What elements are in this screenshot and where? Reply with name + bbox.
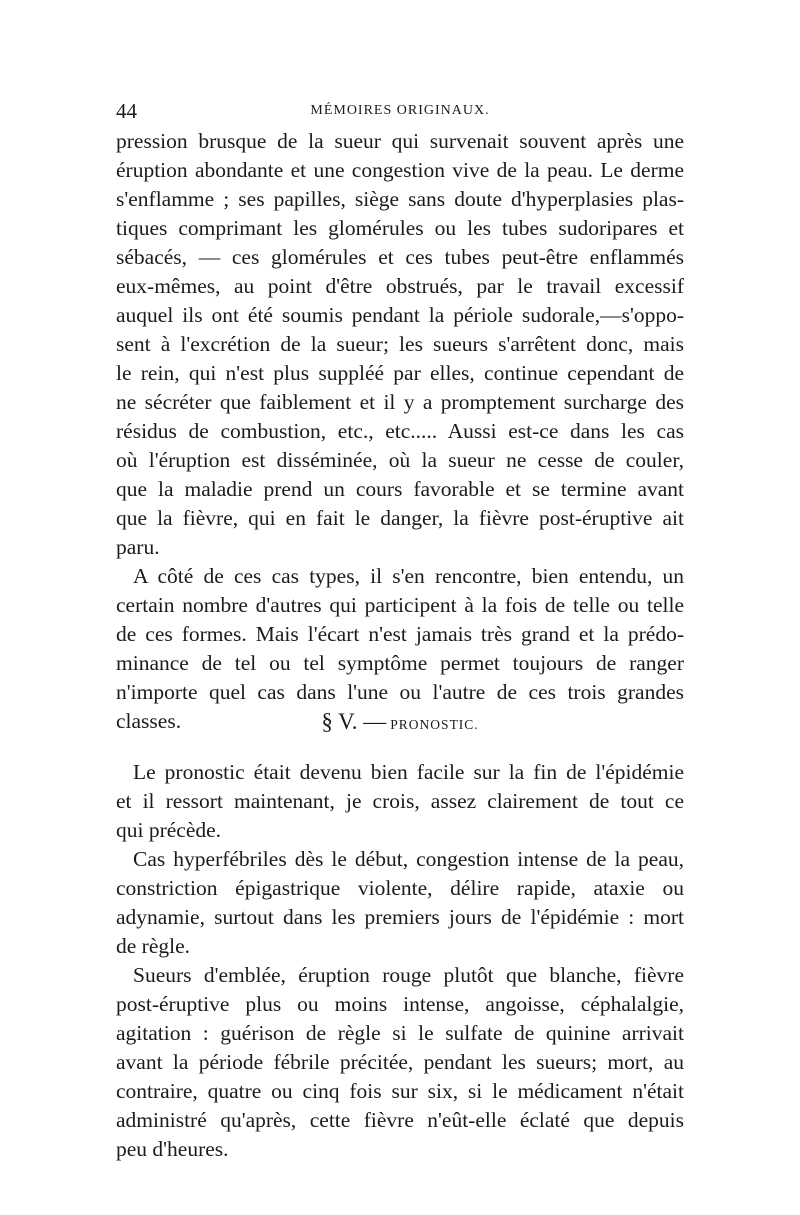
text-line: sébacés, — ces glomérules et ces tubes peut-être enflammés <box>116 245 684 269</box>
text-line: auquel ils ont été soumis pendant la périole sudorale,—s'oppo- <box>116 303 684 327</box>
text-line: A côté de ces cas types, il s'en rencontre, bien entendu, un <box>133 564 684 588</box>
text-line: certain nombre d'autres qui participent à la fois de telle ou telle <box>116 593 684 617</box>
text-line: minance de tel ou tel symptôme permet toujours de ranger <box>116 651 684 675</box>
text-line: et il ressort maintenant, je crois, assez clairement de tout ce <box>116 789 684 813</box>
text-line: le rein, qui n'est plus suppléé par elles, continue cependant de <box>116 361 684 385</box>
text-line: eux-mêmes, au point d'être obstrués, par le travail excessif <box>116 274 684 298</box>
section-number: § V. — <box>321 709 387 734</box>
text-line: agitation : guérison de règle si le sulfate de quinine arrivait <box>116 1021 684 1045</box>
text-line: qui précède. <box>116 818 222 842</box>
text-line: paru. <box>116 535 160 559</box>
text-line: classes. <box>116 709 182 733</box>
page-header <box>116 96 684 126</box>
text-line: de ces formes. Mais l'écart n'est jamais très grand et la prédo- <box>116 622 684 646</box>
text-line: de règle. <box>116 934 191 958</box>
text-line: Le pronostic était devenu bien facile sur la fin de l'épidémie <box>133 760 684 784</box>
text-line: pression brusque de la sueur qui survenait souvent après une <box>116 129 684 153</box>
text-line: sent à l'excrétion de la sueur; les sueurs s'arrêtent donc, mais <box>116 332 684 356</box>
text-line: n'importe quel cas dans l'une ou l'autre de ces trois grandes <box>116 680 684 704</box>
text-line: Sueurs d'emblée, éruption rouge plutôt que blanche, fièvre <box>133 963 684 987</box>
running-title: MÉMOIRES ORIGINAUX. <box>310 103 490 118</box>
text-line: où l'éruption est disséminée, où la sueur ne cesse de couler, <box>116 448 684 472</box>
section-heading <box>116 705 684 739</box>
text-line: que la maladie prend un cours favorable et se termine avant <box>116 477 684 501</box>
text-line: éruption abondante et une congestion vive de la peau. Le derme <box>116 158 684 182</box>
text-line: s'enflamme ; ses papilles, siège sans doute d'hyperplasies plas- <box>116 187 684 211</box>
text-line: tiques comprimant les glomérules ou les tubes sudoripares et <box>116 216 684 240</box>
text-line: que la fièvre, qui en fait le danger, la fièvre post-éruptive ait <box>116 506 684 530</box>
text-line: contraire, quatre ou cinq fois sur six, si le médicament n'était <box>116 1079 684 1103</box>
text-line: avant la période fébrile précitée, pendant les sueurs; mort, au <box>116 1050 684 1074</box>
text-line: administré qu'après, cette fièvre n'eût-elle éclaté que depuis <box>116 1108 684 1132</box>
text-line: résidus de combustion, etc., etc..... Aussi est-ce dans les cas <box>116 419 684 443</box>
text-line: ne sécréter que faiblement et il y a promptement surcharge des <box>116 390 684 414</box>
page-number: 44 <box>116 99 137 123</box>
section-title: PRONOSTIC. <box>390 717 479 732</box>
text-line: adynamie, surtout dans les premiers jours de l'épidémie : mort <box>116 905 684 929</box>
text-line: Cas hyperfébriles dès le début, congestion intense de la peau, <box>133 847 684 871</box>
text-line: constriction épigastrique violente, délire rapide, ataxie ou <box>116 876 684 900</box>
text-line: peu d'heures. <box>116 1137 229 1161</box>
text-line: post-éruptive plus ou moins intense, angoisse, céphalalgie, <box>116 992 684 1016</box>
